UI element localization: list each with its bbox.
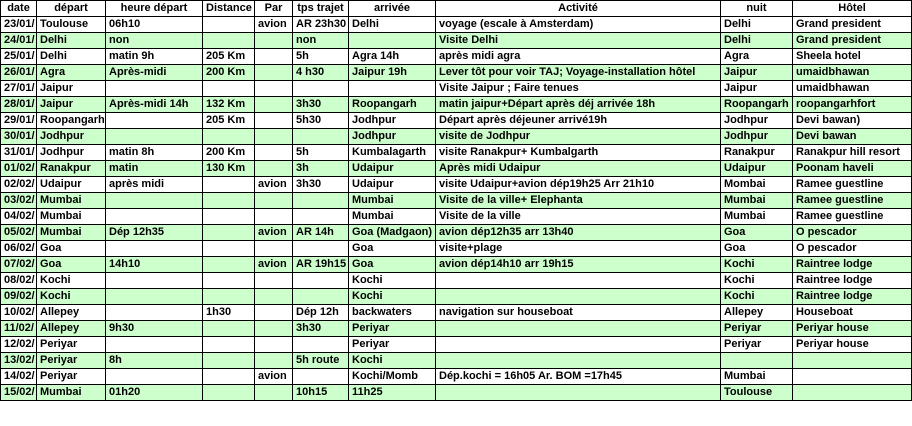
cell-travel-time: 5h: [293, 145, 349, 161]
cell-night: Allepey: [721, 305, 793, 321]
cell-activity: voyage (escale à Amsterdam): [436, 17, 721, 33]
cell-departure-time: Après-midi: [106, 65, 203, 81]
cell-transport: [255, 241, 293, 257]
cell-transport: [255, 289, 293, 305]
cell-travel-time: 3h30: [293, 97, 349, 113]
cell-night: Mumbai: [721, 193, 793, 209]
cell-travel-time: [293, 289, 349, 305]
cell-activity: [436, 273, 721, 289]
cell-activity: avion dép14h10 arr 19h15: [436, 257, 721, 273]
cell-travel-time: 5h route: [293, 353, 349, 369]
table-row: [1, 321, 912, 337]
cell-activity: visite Udaipur+avion dép19h25 Arr 21h10: [436, 177, 721, 193]
cell-transport: [255, 209, 293, 225]
cell-transport: [255, 33, 293, 49]
cell-depart: Jodhpur: [37, 129, 106, 145]
cell-depart: Allepey: [37, 321, 106, 337]
table-row: [1, 193, 912, 209]
header-transport: Par: [255, 1, 293, 17]
cell-distance: [203, 353, 255, 369]
cell-depart: Delhi: [37, 49, 106, 65]
cell-arrival: Delhi: [349, 17, 436, 33]
cell-depart: Periyar: [37, 369, 106, 385]
cell-departure-time: [106, 337, 203, 353]
cell-activity: [436, 289, 721, 305]
cell-departure-time: [106, 241, 203, 257]
cell-activity: après midi agra: [436, 49, 721, 65]
cell-activity: Lever tôt pour voir TAJ; Voyage-installation hôtel: [436, 65, 721, 81]
header-row: [1, 1, 912, 17]
cell-hotel: Raintree lodge: [793, 273, 912, 289]
cell-activity: Visite de la ville+ Elephanta: [436, 193, 721, 209]
cell-travel-time: 4 h30: [293, 65, 349, 81]
table-row: [1, 129, 912, 145]
cell-travel-time: [293, 81, 349, 97]
header-hotel: Hôtel: [793, 1, 912, 17]
cell-travel-time: 3h: [293, 161, 349, 177]
cell-date: 15/02/: [1, 385, 37, 401]
cell-depart: Mumbai: [37, 193, 106, 209]
header-distance: Distance: [203, 1, 255, 17]
cell-hotel: Periyar house: [793, 337, 912, 353]
cell-departure-time: [106, 369, 203, 385]
cell-activity: Visite Delhi: [436, 33, 721, 49]
cell-transport: [255, 273, 293, 289]
cell-night: Ranakpur: [721, 145, 793, 161]
cell-activity: Visite Jaipur ; Faire tenues: [436, 81, 721, 97]
table-row: [1, 225, 912, 241]
cell-arrival: Mumbai: [349, 209, 436, 225]
cell-date: 27/01/: [1, 81, 37, 97]
cell-depart: Mumbai: [37, 225, 106, 241]
cell-departure-time: [106, 113, 203, 129]
cell-activity: Après midi Udaipur: [436, 161, 721, 177]
table-row: [1, 113, 912, 129]
cell-distance: [203, 81, 255, 97]
cell-departure-time: non: [106, 33, 203, 49]
cell-hotel: O pescador: [793, 225, 912, 241]
cell-distance: 132 Km: [203, 97, 255, 113]
cell-hotel: Poonam haveli: [793, 161, 912, 177]
cell-night: Goa: [721, 225, 793, 241]
table-row: [1, 289, 912, 305]
cell-distance: [203, 289, 255, 305]
table-row: [1, 385, 912, 401]
cell-arrival: backwaters: [349, 305, 436, 321]
cell-distance: [203, 273, 255, 289]
cell-hotel: Devi bawan): [793, 113, 912, 129]
cell-travel-time: 3h30: [293, 321, 349, 337]
cell-arrival: Jaipur 19h: [349, 65, 436, 81]
table-row: [1, 273, 912, 289]
cell-departure-time: Dép 12h35: [106, 225, 203, 241]
cell-transport: [255, 337, 293, 353]
cell-activity: [436, 321, 721, 337]
cell-transport: avion: [255, 225, 293, 241]
cell-departure-time: [106, 289, 203, 305]
cell-depart: Delhi: [37, 33, 106, 49]
cell-night: Periyar: [721, 337, 793, 353]
cell-transport: [255, 145, 293, 161]
cell-night: Delhi: [721, 33, 793, 49]
cell-distance: [203, 257, 255, 273]
cell-night: Kochi: [721, 257, 793, 273]
cell-arrival: Mumbai: [349, 193, 436, 209]
cell-departure-time: matin 8h: [106, 145, 203, 161]
cell-travel-time: AR 19h15: [293, 257, 349, 273]
cell-date: 26/01/: [1, 65, 37, 81]
cell-travel-time: 5h30: [293, 113, 349, 129]
cell-date: 30/01/: [1, 129, 37, 145]
table-row: [1, 97, 912, 113]
cell-arrival: 11h25: [349, 385, 436, 401]
cell-departure-time: [106, 209, 203, 225]
cell-hotel: Ranakpur hill resort: [793, 145, 912, 161]
cell-departure-time: [106, 81, 203, 97]
cell-departure-time: [106, 129, 203, 145]
cell-night: Jaipur: [721, 81, 793, 97]
cell-travel-time: AR 23h30: [293, 17, 349, 33]
cell-depart: Kochi: [37, 289, 106, 305]
cell-arrival: Jodhpur: [349, 113, 436, 129]
cell-activity: matin jaipur+Départ après déj arrivée 18h: [436, 97, 721, 113]
cell-transport: [255, 65, 293, 81]
cell-travel-time: [293, 129, 349, 145]
cell-date: 06/02/: [1, 241, 37, 257]
cell-night: Kochi: [721, 273, 793, 289]
cell-depart: Allepey: [37, 305, 106, 321]
header-departure-time: heure départ: [106, 1, 203, 17]
cell-arrival: Jodhpur: [349, 129, 436, 145]
header-depart: départ: [37, 1, 106, 17]
cell-hotel: Sheela hotel: [793, 49, 912, 65]
cell-transport: [255, 321, 293, 337]
cell-night: Mombai: [721, 177, 793, 193]
cell-hotel: Devi bawan: [793, 129, 912, 145]
cell-hotel: umaidbhawan: [793, 65, 912, 81]
cell-travel-time: [293, 193, 349, 209]
cell-date: 07/02/: [1, 257, 37, 273]
cell-depart: Roopangarh: [37, 113, 106, 129]
cell-hotel: [793, 353, 912, 369]
cell-transport: [255, 49, 293, 65]
cell-arrival: Goa: [349, 241, 436, 257]
cell-hotel: umaidbhawan: [793, 81, 912, 97]
cell-arrival: Udaipur: [349, 161, 436, 177]
cell-night: Jaipur: [721, 65, 793, 81]
cell-departure-time: [106, 273, 203, 289]
table-row: [1, 161, 912, 177]
cell-arrival: Kochi: [349, 273, 436, 289]
cell-depart: Ranakpur: [37, 161, 106, 177]
cell-departure-time: matin: [106, 161, 203, 177]
cell-night: Kochi: [721, 289, 793, 305]
cell-hotel: roopangarhfort: [793, 97, 912, 113]
cell-travel-time: [293, 209, 349, 225]
table-row: [1, 257, 912, 273]
cell-distance: [203, 241, 255, 257]
table-row: [1, 17, 912, 33]
cell-distance: [203, 337, 255, 353]
cell-depart: Kochi: [37, 273, 106, 289]
cell-activity: visite+plage: [436, 241, 721, 257]
cell-depart: Udaipur: [37, 177, 106, 193]
table-row: [1, 353, 912, 369]
cell-night: Jodhpur: [721, 129, 793, 145]
cell-depart: Periyar: [37, 337, 106, 353]
cell-transport: [255, 305, 293, 321]
cell-travel-time: 3h30: [293, 177, 349, 193]
cell-departure-time: 01h20: [106, 385, 203, 401]
cell-departure-time: 06h10: [106, 17, 203, 33]
cell-hotel: Raintree lodge: [793, 257, 912, 273]
cell-distance: [203, 225, 255, 241]
cell-departure-time: 8h: [106, 353, 203, 369]
cell-transport: [255, 129, 293, 145]
cell-depart: Jaipur: [37, 97, 106, 113]
cell-night: Delhi: [721, 17, 793, 33]
cell-depart: Periyar: [37, 353, 106, 369]
cell-activity: visite Ranakpur+ Kumbalgarth: [436, 145, 721, 161]
cell-hotel: Ramee guestline: [793, 209, 912, 225]
table-row: [1, 369, 912, 385]
cell-transport: [255, 97, 293, 113]
cell-travel-time: AR 14h: [293, 225, 349, 241]
cell-date: 29/01/: [1, 113, 37, 129]
cell-depart: Agra: [37, 65, 106, 81]
cell-date: 23/01/: [1, 17, 37, 33]
cell-distance: 200 Km: [203, 145, 255, 161]
cell-arrival: [349, 81, 436, 97]
cell-distance: [203, 209, 255, 225]
cell-hotel: Grand president: [793, 17, 912, 33]
cell-departure-time: [106, 305, 203, 321]
cell-arrival: Periyar: [349, 337, 436, 353]
cell-arrival: Goa (Madgaon): [349, 225, 436, 241]
cell-night: [721, 353, 793, 369]
cell-arrival: Periyar: [349, 321, 436, 337]
cell-transport: [255, 161, 293, 177]
cell-distance: [203, 369, 255, 385]
table-row: [1, 177, 912, 193]
cell-distance: 200 Km: [203, 65, 255, 81]
cell-night: Toulouse: [721, 385, 793, 401]
cell-date: 12/02/: [1, 337, 37, 353]
cell-distance: 205 Km: [203, 49, 255, 65]
cell-transport: [255, 385, 293, 401]
header-date: date: [1, 1, 37, 17]
cell-night: Udaipur: [721, 161, 793, 177]
cell-date: 11/02/: [1, 321, 37, 337]
cell-departure-time: 9h30: [106, 321, 203, 337]
cell-distance: [203, 321, 255, 337]
cell-transport: avion: [255, 177, 293, 193]
cell-hotel: Ramee guestline: [793, 193, 912, 209]
cell-distance: [203, 193, 255, 209]
cell-hotel: Raintree lodge: [793, 289, 912, 305]
cell-travel-time: [293, 273, 349, 289]
cell-depart: Jodhpur: [37, 145, 106, 161]
cell-date: 05/02/: [1, 225, 37, 241]
cell-distance: [203, 33, 255, 49]
cell-departure-time: après midi: [106, 177, 203, 193]
cell-travel-time: [293, 337, 349, 353]
cell-hotel: Ramee guestline: [793, 177, 912, 193]
cell-distance: 1h30: [203, 305, 255, 321]
cell-activity: avion dép12h35 arr 13h40: [436, 225, 721, 241]
cell-activity: Visite de la ville: [436, 209, 721, 225]
cell-date: 31/01/: [1, 145, 37, 161]
cell-arrival: [349, 33, 436, 49]
cell-travel-time: non: [293, 33, 349, 49]
cell-arrival: Roopangarh: [349, 97, 436, 113]
cell-distance: [203, 177, 255, 193]
cell-transport: [255, 113, 293, 129]
cell-depart: Toulouse: [37, 17, 106, 33]
cell-departure-time: [106, 193, 203, 209]
cell-travel-time: [293, 369, 349, 385]
cell-depart: Jaipur: [37, 81, 106, 97]
cell-transport: [255, 353, 293, 369]
cell-arrival: Kochi/Momb: [349, 369, 436, 385]
cell-date: 24/01/: [1, 33, 37, 49]
cell-hotel: [793, 369, 912, 385]
cell-hotel: Grand president: [793, 33, 912, 49]
table-row: [1, 305, 912, 321]
cell-date: 10/02/: [1, 305, 37, 321]
cell-transport: [255, 193, 293, 209]
cell-depart: Mumbai: [37, 385, 106, 401]
cell-depart: Goa: [37, 241, 106, 257]
cell-depart: Mumbai: [37, 209, 106, 225]
table-row: [1, 241, 912, 257]
header-arrival: arrivée: [349, 1, 436, 17]
cell-arrival: Goa: [349, 257, 436, 273]
cell-activity: navigation sur houseboat: [436, 305, 721, 321]
cell-activity: [436, 385, 721, 401]
cell-date: 14/02/: [1, 369, 37, 385]
cell-departure-time: matin 9h: [106, 49, 203, 65]
table-row: [1, 145, 912, 161]
cell-distance: [203, 385, 255, 401]
cell-activity: Départ après déjeuner arrivé19h: [436, 113, 721, 129]
cell-hotel: O pescador: [793, 241, 912, 257]
cell-date: 09/02/: [1, 289, 37, 305]
cell-transport: avion: [255, 369, 293, 385]
cell-night: Agra: [721, 49, 793, 65]
cell-night: Mumbai: [721, 209, 793, 225]
cell-date: 28/01/: [1, 97, 37, 113]
cell-travel-time: 5h: [293, 49, 349, 65]
cell-hotel: Periyar house: [793, 321, 912, 337]
cell-hotel: [793, 385, 912, 401]
table-row: [1, 65, 912, 81]
cell-date: 02/02/: [1, 177, 37, 193]
cell-night: Periyar: [721, 321, 793, 337]
cell-hotel: Houseboat: [793, 305, 912, 321]
table-row: [1, 81, 912, 97]
cell-departure-time: 14h10: [106, 257, 203, 273]
table-row: [1, 49, 912, 65]
cell-date: 01/02/: [1, 161, 37, 177]
cell-travel-time: 10h15: [293, 385, 349, 401]
cell-arrival: Udaipur: [349, 177, 436, 193]
cell-transport: avion: [255, 17, 293, 33]
cell-date: 08/02/: [1, 273, 37, 289]
cell-travel-time: [293, 241, 349, 257]
cell-night: Mumbai: [721, 369, 793, 385]
header-night: nuit: [721, 1, 793, 17]
cell-depart: Goa: [37, 257, 106, 273]
cell-date: 13/02/: [1, 353, 37, 369]
cell-activity: [436, 353, 721, 369]
cell-activity: visite de Jodhpur: [436, 129, 721, 145]
cell-transport: avion: [255, 257, 293, 273]
cell-night: Jodhpur: [721, 113, 793, 129]
cell-activity: Dép.kochi = 16h05 Ar. BOM =17h45: [436, 369, 721, 385]
cell-arrival: Kochi: [349, 289, 436, 305]
table-row: [1, 33, 912, 49]
cell-distance: 205 Km: [203, 113, 255, 129]
cell-date: 03/02/: [1, 193, 37, 209]
cell-arrival: Kumbalagarth: [349, 145, 436, 161]
cell-night: Goa: [721, 241, 793, 257]
cell-transport: [255, 81, 293, 97]
cell-date: 25/01/: [1, 49, 37, 65]
cell-night: Roopangarh: [721, 97, 793, 113]
cell-distance: [203, 17, 255, 33]
cell-activity: [436, 337, 721, 353]
header-travel-time: tps trajet: [293, 1, 349, 17]
table-row: [1, 209, 912, 225]
cell-distance: 130 Km: [203, 161, 255, 177]
cell-arrival: Kochi: [349, 353, 436, 369]
cell-distance: [203, 129, 255, 145]
table-row: [1, 337, 912, 353]
cell-date: 04/02/: [1, 209, 37, 225]
cell-departure-time: Après-midi 14h: [106, 97, 203, 113]
cell-travel-time: Dép 12h: [293, 305, 349, 321]
cell-arrival: Agra 14h: [349, 49, 436, 65]
header-activity: Activité: [436, 1, 721, 17]
